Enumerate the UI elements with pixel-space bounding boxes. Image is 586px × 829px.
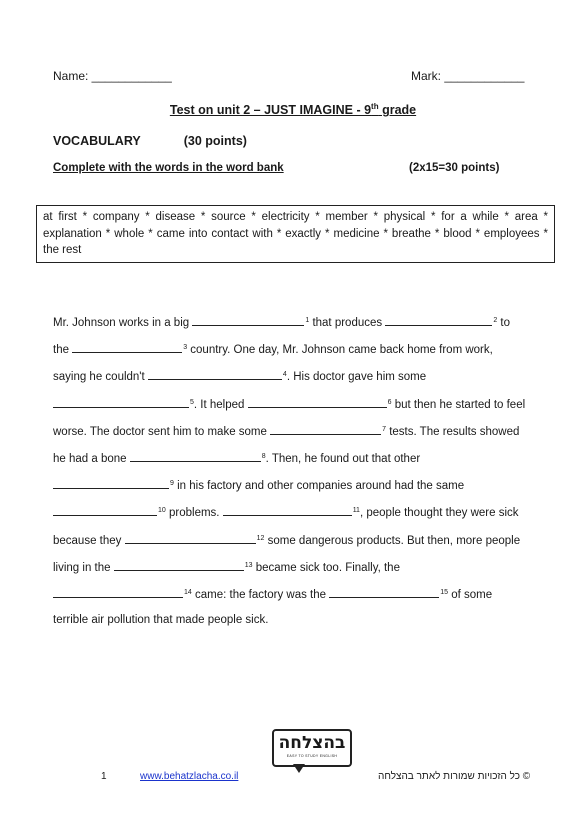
passage-text: to [497, 317, 511, 329]
passage-line [53, 391, 541, 418]
title-sup: th [371, 102, 379, 111]
answer-blank[interactable] [72, 340, 182, 353]
passage-text: tests. The results showed [386, 425, 520, 438]
copyright-notice: © כל הזכויות שמורות לאתר בהצלחה [378, 771, 531, 782]
website-link-wrap [140, 771, 238, 782]
passage-text: of some [448, 588, 493, 601]
passage-text: came: the factory was the [191, 588, 330, 601]
passage-line [53, 554, 541, 581]
passage-line [53, 309, 541, 336]
passage-text: he had a bone [53, 452, 130, 465]
blank-number: 2 [493, 317, 498, 324]
passage-text: some dangerous products. But then, more people [264, 534, 521, 547]
passage-text: saying he couldn't [53, 371, 148, 384]
passage-text: the [53, 344, 73, 357]
answer-blank[interactable] [130, 449, 261, 462]
passage-line [53, 581, 541, 608]
passage-line [53, 445, 541, 472]
passage-line [53, 608, 541, 635]
blank-number: 10 [158, 507, 166, 515]
blank-number: 1 [305, 317, 310, 324]
blank-number: 15 [440, 588, 449, 596]
blank-number: 6 [387, 398, 392, 406]
brand-logo [272, 729, 352, 767]
answer-blank[interactable] [53, 395, 189, 408]
passage-text: became sick too. Finally, the [252, 561, 400, 574]
title-text: Test on unit 2 – JUST IMAGINE - 9 [169, 103, 372, 118]
blank-number: 14 [184, 588, 192, 596]
passage-text: because they [53, 534, 125, 547]
word-bank: at first * company * disease * source * electricity * member * physical * for a while * area * explanation * whole * came into contact with * exactly * medicine * breathe * blood * employees * the rest [36, 205, 555, 263]
mark-field-label: Mark: ____________ [411, 69, 525, 83]
passage-text: but then he started to feel [391, 398, 526, 411]
website-link[interactable]: www.behatzlacha.co.il [140, 771, 239, 782]
section-points: (30 points) [183, 134, 247, 148]
passage-line [53, 363, 541, 390]
passage-text: worse. The doctor sent him to make some [53, 425, 271, 438]
passage-line [53, 499, 541, 526]
logo-text: בהצלחה [278, 733, 346, 753]
blank-number: 13 [244, 561, 253, 569]
answer-blank[interactable] [329, 585, 439, 598]
passage-text: problems. [165, 507, 223, 520]
answer-blank[interactable] [270, 422, 381, 435]
title-suffix: grade [378, 103, 417, 118]
answer-blank[interactable] [148, 367, 282, 380]
page-number: 1 [101, 771, 107, 782]
passage-line [53, 472, 541, 499]
answer-blank[interactable] [125, 531, 256, 544]
blank-number: 12 [256, 534, 265, 542]
instructions: Complete with the words in the word bank [53, 162, 284, 174]
blank-number: 4 [282, 371, 287, 379]
logo-tagline: EASY TO STUDY ENGLISH [286, 754, 338, 758]
test-title [0, 102, 586, 117]
blank-number: 3 [183, 344, 188, 352]
name-field-label: Name: ____________ [53, 69, 172, 83]
passage-text: in his factory and other companies around had the same [173, 480, 465, 493]
passage-text: living in the [53, 561, 114, 574]
answer-blank[interactable] [114, 558, 244, 571]
passage-text: terrible air pollution that made people sick. [53, 614, 269, 627]
passage-line [53, 527, 541, 554]
passage-text: country. One day, Mr. Johnson came back home from work, [187, 344, 493, 357]
answer-blank[interactable] [385, 313, 492, 326]
passage-text: . It helped [193, 398, 248, 411]
answer-blank[interactable] [192, 313, 304, 326]
blank-number: 11 [352, 507, 360, 515]
answer-blank[interactable] [53, 503, 157, 516]
section-heading [53, 134, 247, 148]
passage-text: that produces [309, 317, 386, 329]
passage-text: , people thought they were sick [359, 507, 519, 520]
instructions-points: (2x15=30 points) [409, 162, 500, 174]
passage [53, 309, 541, 635]
answer-blank[interactable] [223, 503, 352, 516]
section-title: VOCABULARY [53, 134, 141, 148]
passage-line [53, 418, 541, 445]
logo-pointer [293, 764, 305, 773]
blank-number: 9 [170, 480, 174, 488]
passage-line [53, 336, 541, 363]
passage-text: Mr. Johnson works in a big [53, 317, 193, 329]
answer-blank[interactable] [53, 585, 183, 598]
blank-number: 7 [382, 425, 387, 433]
passage-text: . Then, he found out that other [265, 452, 421, 465]
blank-number: 8 [261, 452, 266, 460]
passage-text: . His doctor gave him some [286, 371, 427, 384]
blank-number: 5 [190, 398, 194, 406]
answer-blank[interactable] [53, 476, 169, 489]
answer-blank[interactable] [248, 395, 387, 408]
